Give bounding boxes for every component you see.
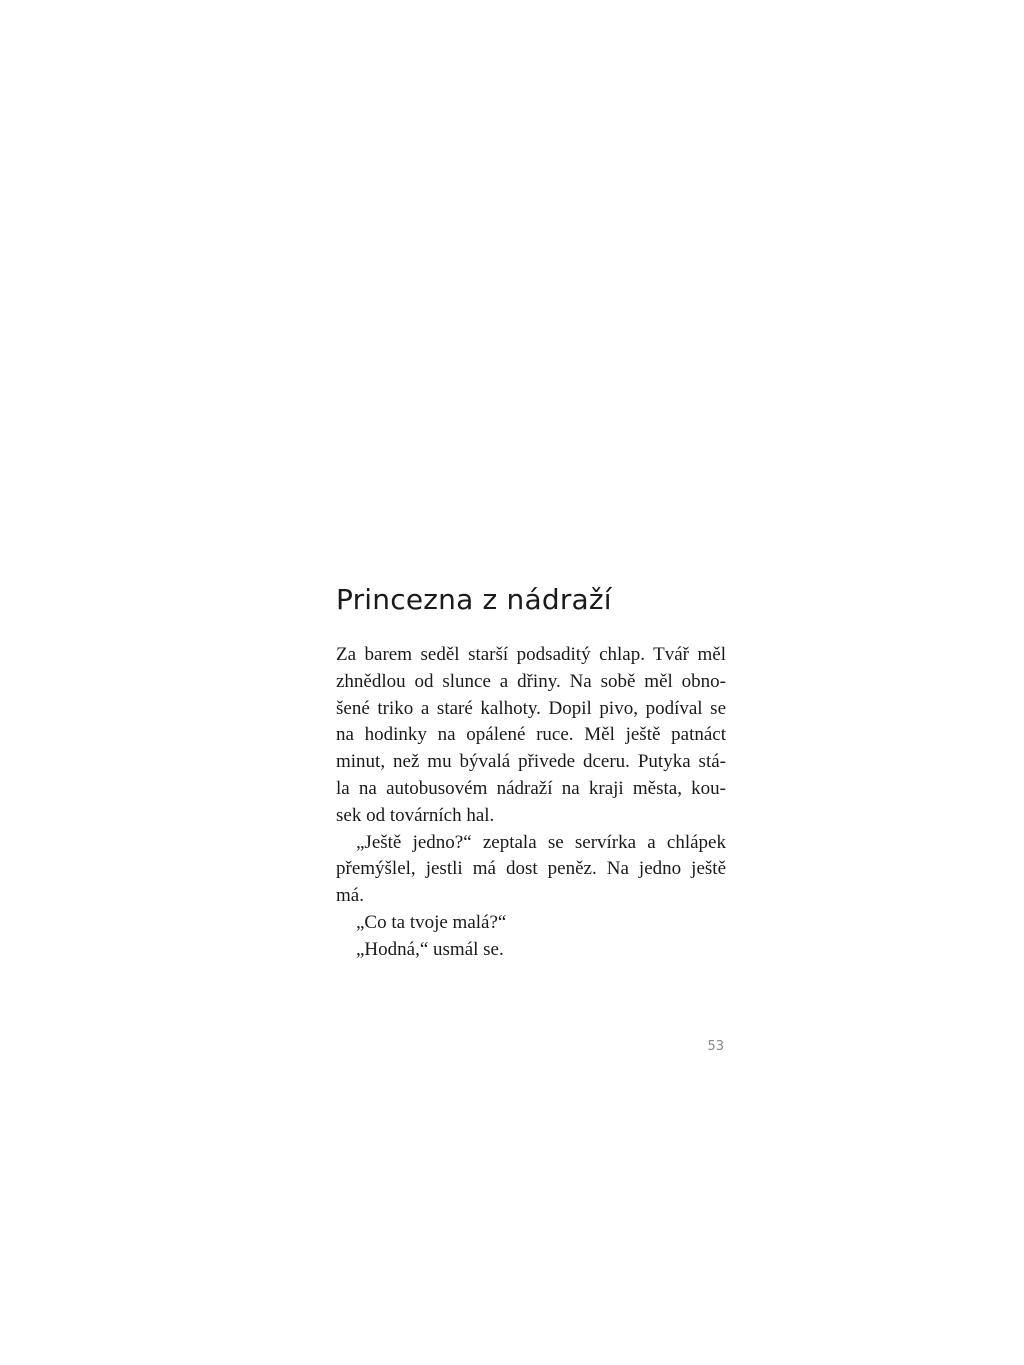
paragraph xyxy=(336,830,726,910)
text-line: „Co ta tvoje malá?“ xyxy=(356,911,507,933)
text-line: zhnědlou od slunce a dřiny. Na sobě měl obno- xyxy=(336,670,726,692)
paragraph xyxy=(336,910,726,937)
paragraph xyxy=(336,937,726,964)
text-line: sek od továrních hal. xyxy=(336,804,495,826)
text-line: má. xyxy=(336,885,364,907)
text-line: „Hodná,“ usmál se. xyxy=(356,938,504,960)
text-line: la na autobusovém nádraží na kraji města, kou- xyxy=(336,777,726,799)
text-line: přemýšlel, jestli má dost peněz. Na jedno ještě xyxy=(336,858,726,880)
chapter-title: Princezna z nádraží xyxy=(336,583,612,616)
text-line: na hodinky na opálené ruce. Měl ještě patnáct xyxy=(336,724,726,746)
text-line: minut, než mu bývalá přivede dceru. Putyka stá- xyxy=(336,751,726,773)
text-line: „Ještě jedno?“ zeptala se servírka a chlápek xyxy=(356,831,726,853)
paragraph xyxy=(336,642,726,830)
page-number: 53 xyxy=(707,1039,724,1054)
body-text xyxy=(336,642,726,964)
text-line: šené triko a staré kalhoty. Dopil pivo, podíval se xyxy=(336,697,726,719)
text-line: Za barem seděl starší podsaditý chlap. Tvář měl xyxy=(336,644,726,665)
